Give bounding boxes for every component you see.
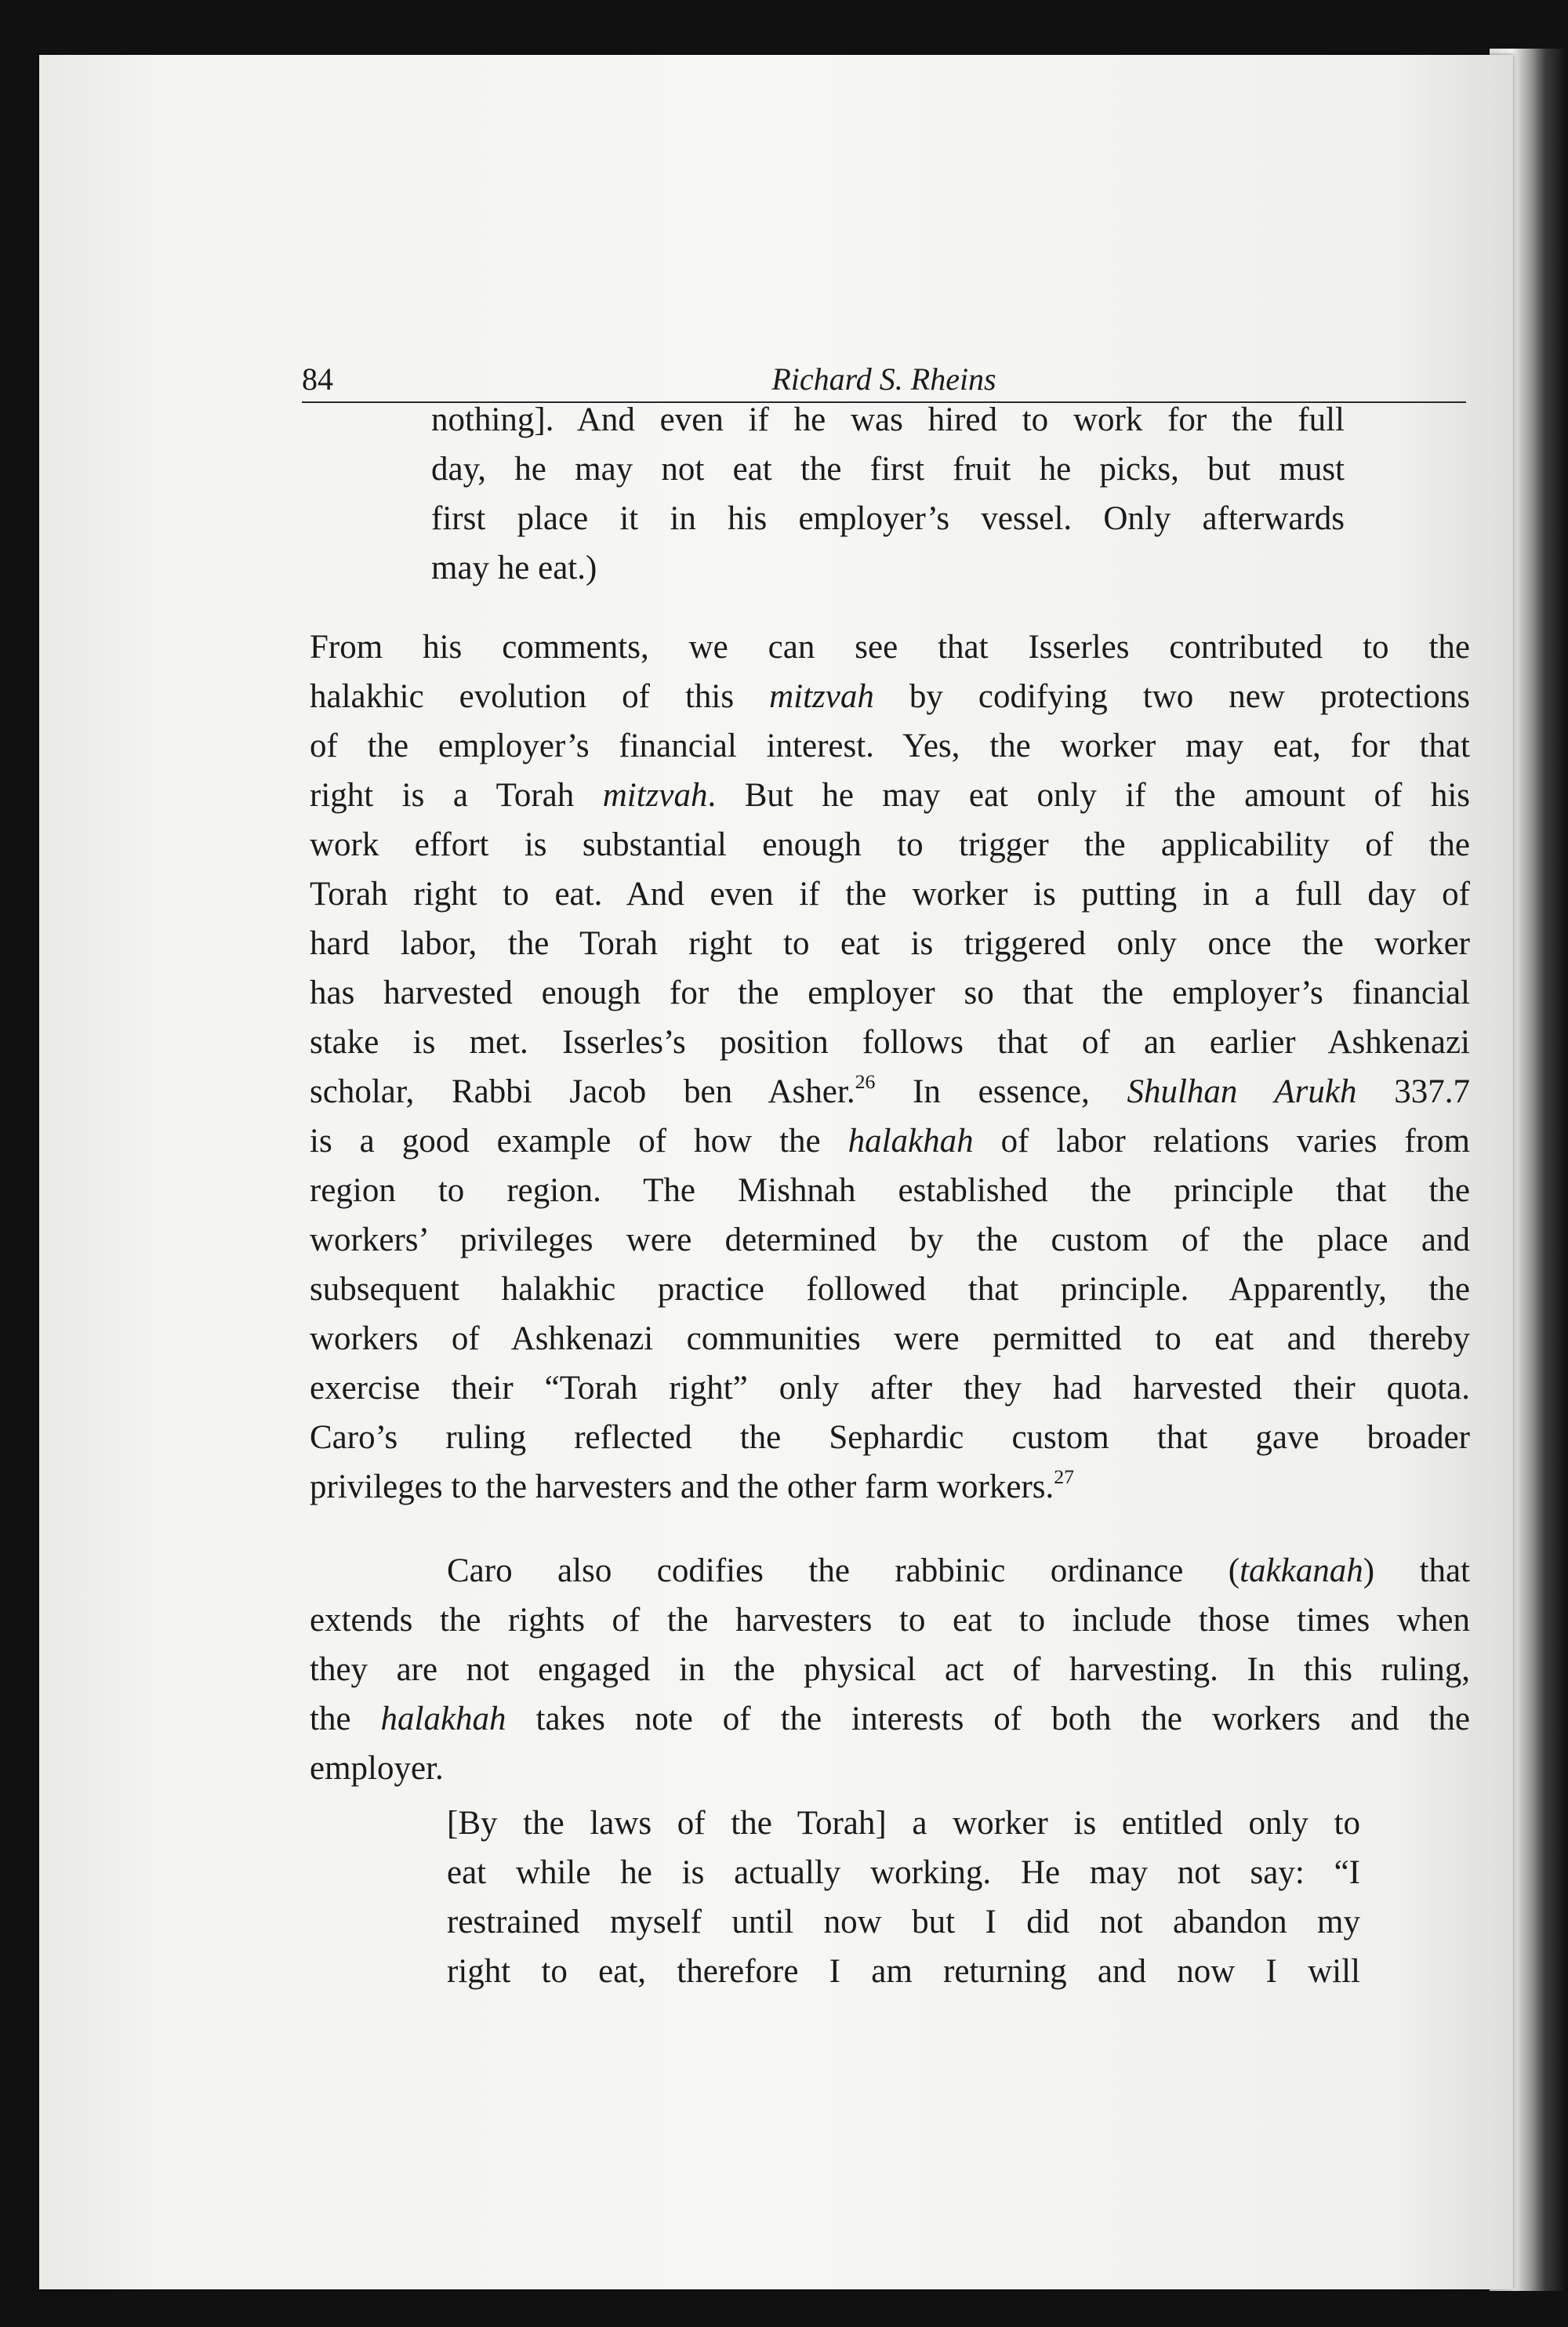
italic-term: halakhah	[848, 1123, 974, 1160]
text-line: exercise their “Torah right” only after they had harvested their quota.	[310, 1370, 1470, 1407]
text-line: Caro also codifies the rabbinic ordinance (takkanah) that	[447, 1552, 1470, 1589]
text-line: extends the rights of the harvesters to eat to include those times when	[310, 1602, 1470, 1639]
text-line: restrained myself until now but I did not abandon my	[447, 1904, 1360, 1940]
text-line: of the employer’s financial interest. Yes, the worker may eat, for that	[310, 728, 1470, 764]
text-line: From his comments, we can see that Isserles contributed to the	[310, 629, 1470, 666]
text-line: day, he may not eat the first fruit he picks, but must	[431, 451, 1345, 488]
footnote-ref: 27	[1054, 1465, 1075, 1488]
italic-term: mitzvah	[602, 777, 708, 814]
text-line: [By the laws of the Torah] a worker is entitled only to	[447, 1805, 1360, 1842]
text-line: is a good example of how the halakhah of labor relations varies from	[310, 1123, 1470, 1160]
text-line: right is a Torah mitzvah. But he may eat only if the amount of his	[310, 777, 1470, 814]
text-line: scholar, Rabbi Jacob ben Asher.$^{26}$ In essence, Shulhan Arukh 337.7	[310, 1069, 1470, 1110]
italic-term: Shulhan Arukh	[1127, 1073, 1357, 1110]
text-line: privileges to the harvesters and the other farm workers.$^{27}$	[310, 1465, 1075, 1505]
text-line: they are not engaged in the physical act of harvesting. In this ruling,	[310, 1651, 1470, 1688]
italic-term: takkanah	[1240, 1552, 1363, 1589]
text-line: first place it in his employer’s vessel. Only afterwards	[431, 500, 1345, 537]
text-line: stake is met. Isserles’s position follows that of an earlier Ashkenazi	[310, 1024, 1470, 1061]
running-head-author: Richard S. Rheins	[771, 361, 996, 397]
text-line: hard labor, the Torah right to eat is triggered only once the worker	[310, 925, 1470, 962]
text-line: right to eat, therefore I am returning and now I will	[447, 1953, 1360, 1990]
text-line: eat while he is actually working. He may not say: “I	[447, 1854, 1360, 1891]
running-head	[302, 361, 1466, 403]
page-number: 84	[302, 361, 333, 397]
italic-term: mitzvah	[769, 678, 874, 715]
text-line: Caro’s ruling reflected the Sephardic custom that gave broader	[310, 1419, 1470, 1456]
text-line: halakhic evolution of this mitzvah by codifying two new protections	[310, 678, 1470, 715]
text-line: has harvested enough for the employer so that the employer’s financial	[310, 975, 1470, 1011]
text-line: workers’ privileges were determined by the custom of the place and	[310, 1222, 1470, 1258]
text-line: workers of Ashkenazi communities were permitted to eat and thereby	[310, 1320, 1470, 1357]
text-line: work effort is substantial enough to trigger the applicability of the	[310, 826, 1470, 863]
text-line: Torah right to eat. And even if the worker is putting in a full day of	[310, 876, 1470, 913]
italic-term: halakhah	[380, 1701, 506, 1737]
text-line: nothing]. And even if he was hired to work for the full	[431, 401, 1345, 438]
text-line: the halakhah takes note of the interests of both the workers and the	[310, 1701, 1470, 1737]
text-line: may he eat.)	[431, 550, 597, 586]
text-line: employer.	[310, 1750, 444, 1787]
book-page	[39, 55, 1513, 2289]
text-line: region to region. The Mishnah established the principle that the	[310, 1172, 1470, 1209]
text-line: subsequent halakhic practice followed that principle. Apparently, the	[310, 1271, 1470, 1308]
footnote-ref: 26	[855, 1069, 876, 1093]
